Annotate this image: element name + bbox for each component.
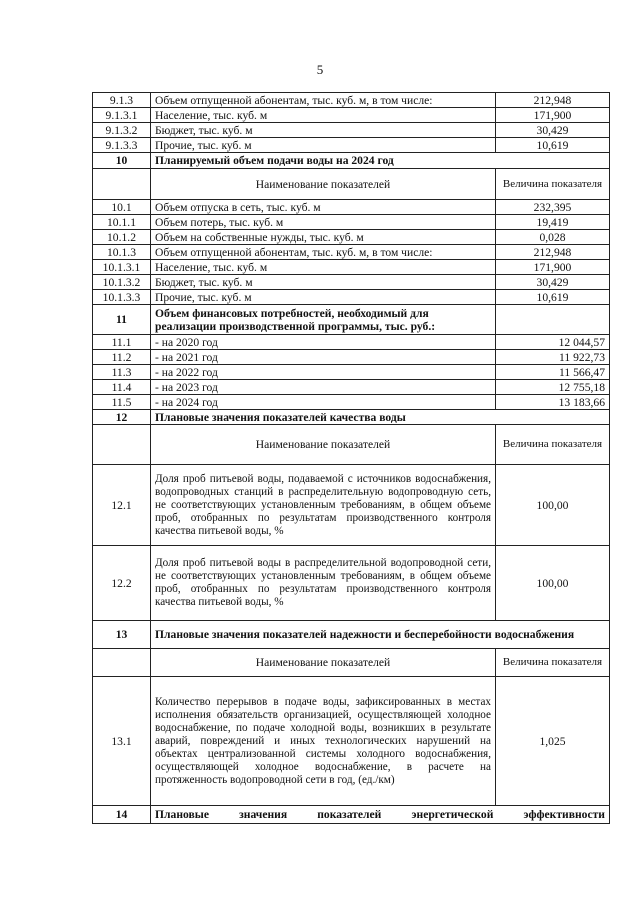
table-row [93,123,610,138]
row-name: - на 2021 год [151,350,496,365]
section-title: Плановые значения показателей качества воды [151,410,610,425]
table-row [93,260,610,275]
section-number: 13 [93,621,151,649]
table-row [93,215,610,230]
row-number: 11.4 [93,380,151,395]
row-name: - на 2023 год [151,380,496,395]
row-number: 9.1.3.3 [93,138,151,153]
section-heading-row [93,153,610,169]
header-name: Наименование показателей [151,649,496,677]
row-value: 1,025 [496,677,610,806]
row-name: Бюджет, тыс. куб. м [151,123,496,138]
row-value: 11 566,47 [496,365,610,380]
row-name: - на 2020 год [151,335,496,350]
row-value: 100,00 [496,465,610,546]
row-value: 212,948 [496,93,610,108]
row-name: Объем отпущенной абонентам, тыс. куб. м, в том числе: [151,245,496,260]
table-row [93,395,610,410]
section-heading-row [93,806,610,824]
row-value: 30,429 [496,275,610,290]
row-name: Количество перерывов в подаче воды, зафиксированных в местах исполнения обязательств организацией, осуществляющей холодное водоснабжение, по подаче холодной воды, возникших в результате аварий, повреждений и иных технологических нарушений на объектах централизованной системы холодного водоснабжения, осуществляющей холодное водоснабжение, в расчете на протяженность водопроводной сети в год, (ед./км) [151,677,496,806]
table-row [93,138,610,153]
row-number: 10.1.3 [93,245,151,260]
table-row [93,365,610,380]
header-name: Наименование показателей [151,425,496,465]
header-name: Наименование показателей [151,169,496,200]
row-name: Прочие, тыс. куб. м [151,290,496,305]
section-number: 12 [93,410,151,425]
row-value: 0,028 [496,230,610,245]
row-number: 10.1.3.1 [93,260,151,275]
row-name: Объем на собственные нужды, тыс. куб. м [151,230,496,245]
section-number: 11 [93,305,151,335]
row-number: 9.1.3 [93,93,151,108]
row-value: 232,395 [496,200,610,215]
row-name: Объем отпуска в сеть, тыс. куб. м [151,200,496,215]
table-row [93,677,610,806]
section-title: Объем финансовых потребностей, необходимый для реализации производственной программы, тыс. руб.: [151,305,496,335]
row-number: 9.1.3.2 [93,123,151,138]
row-value: 171,900 [496,260,610,275]
section-heading-row [93,305,610,335]
row-name: Бюджет, тыс. куб. м [151,275,496,290]
table-row [93,245,610,260]
row-name: - на 2024 год [151,395,496,410]
row-value: 171,900 [496,108,610,123]
section-title: Планируемый объем подачи воды на 2024 год [151,153,610,169]
row-number: 11.5 [93,395,151,410]
table-row [93,380,610,395]
row-name: Объем отпущенной абонентам, тыс. куб. м, в том числе: [151,93,496,108]
column-header-row [93,425,610,465]
row-number: 10.1 [93,200,151,215]
row-number: 12.1 [93,465,151,546]
row-value: 30,429 [496,123,610,138]
row-number: 11.3 [93,365,151,380]
header-value: Величина показателя [496,425,610,465]
section-title: Плановые значения показателей энергетической эффективности [151,806,610,824]
row-name: Объем потерь, тыс. куб. м [151,215,496,230]
table-row [93,93,610,108]
row-number: 11.2 [93,350,151,365]
row-name: Доля проб питьевой воды, подаваемой с источников водоснабжения, водопроводных станций в распределительную водопроводную сеть, не соответствующих установленным требованиям, в общем объеме проб, отобранных по результатам производственного контроля качества питьевой воды, % [151,465,496,546]
section-heading-row [93,621,610,649]
indicators-table [92,92,610,824]
row-number: 9.1.3.1 [93,108,151,123]
section-heading-row [93,410,610,425]
row-number: 11.1 [93,335,151,350]
row-name: Доля проб питьевой воды в распределительной водопроводной сети, не соответствующих установленным требованиям, в общем объеме проб, отобранных по результатам производственного контроля качества питьевой воды, % [151,546,496,621]
table-row [93,335,610,350]
column-header-row [93,649,610,677]
row-number: 10.1.2 [93,230,151,245]
table-row [93,108,610,123]
header-value: Величина показателя [496,169,610,200]
row-value: 10,619 [496,138,610,153]
header-value: Величина показателя [496,649,610,677]
row-number: 10.1.1 [93,215,151,230]
section-number: 10 [93,153,151,169]
row-value: 12 755,18 [496,380,610,395]
row-number: 13.1 [93,677,151,806]
table-row [93,465,610,546]
row-value: 10,619 [496,290,610,305]
row-value: 11 922,73 [496,350,610,365]
row-number: 12.2 [93,546,151,621]
table-row [93,290,610,305]
section-number: 14 [93,806,151,824]
column-header-row [93,169,610,200]
table-row [93,350,610,365]
row-name: Население, тыс. куб. м [151,260,496,275]
table-row [93,230,610,245]
row-number: 10.1.3.2 [93,275,151,290]
table-row [93,200,610,215]
row-value: 100,00 [496,546,610,621]
row-name: - на 2022 год [151,365,496,380]
row-value: 212,948 [496,245,610,260]
row-value: 13 183,66 [496,395,610,410]
page-number: 5 [316,62,324,77]
row-name: Прочие, тыс. куб. м [151,138,496,153]
table-row [93,546,610,621]
row-value: 12 044,57 [496,335,610,350]
row-name: Население, тыс. куб. м [151,108,496,123]
row-value: 19,419 [496,215,610,230]
section-title: Плановые значения показателей надежности и бесперебойности водоснабжения [151,621,610,649]
row-number: 10.1.3.3 [93,290,151,305]
table-row [93,275,610,290]
